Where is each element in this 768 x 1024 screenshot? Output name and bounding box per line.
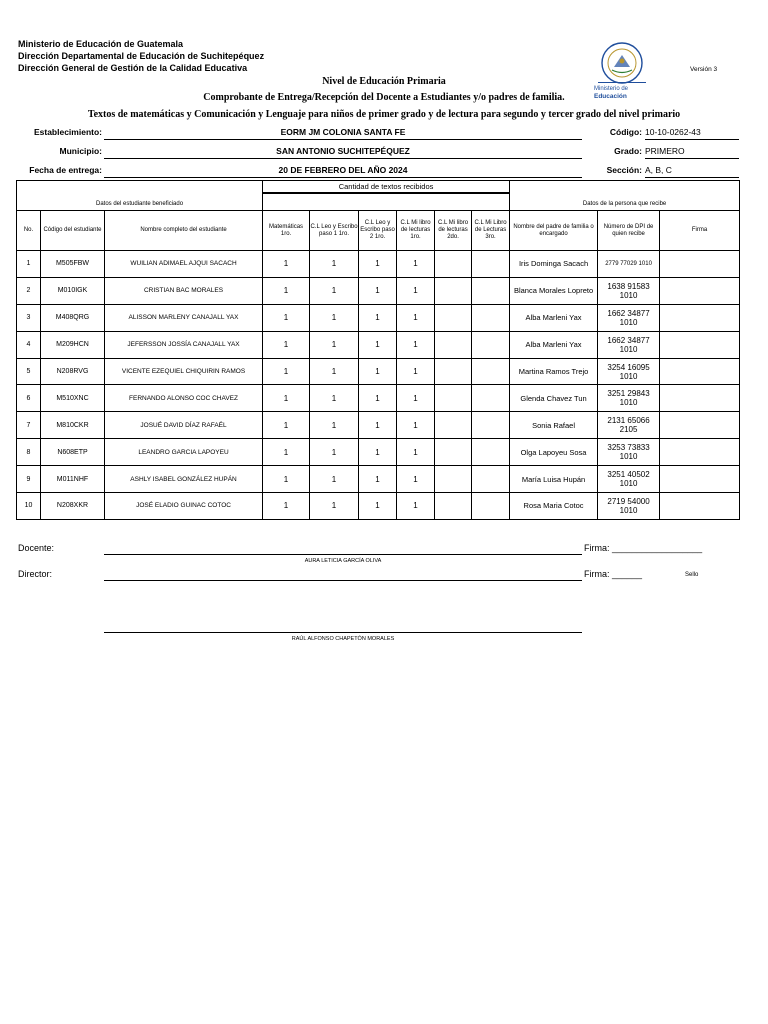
municipio-value: SAN ANTONIO SUCHITEPÉQUEZ (104, 146, 582, 159)
cell-padre: Glenda Chavez Tun (510, 385, 598, 412)
col-lecturas-3ro: C.L Mi Libro de Lecturas 3ro. (472, 211, 510, 251)
cell-padre: Blanca Morales Lopreto (510, 277, 598, 304)
cell-lect3 (472, 304, 510, 331)
establecimiento-value: EORM JM COLONIA SANTA FE (104, 127, 582, 140)
cell-padre: Alba Marleni Yax (510, 304, 598, 331)
logo-caption-1: Ministerio de (594, 86, 629, 92)
codigo-value: 10-10-0262-43 (645, 127, 739, 140)
cell-dpi: 3254 16095 1010 (598, 358, 660, 385)
cell-dpi: 1638 91583 1010 (598, 277, 660, 304)
logo-caption-2: Educación (594, 93, 627, 100)
cell-lect2 (435, 466, 472, 493)
delivery-table (16, 180, 740, 520)
cell-mat: 1 (263, 439, 310, 466)
cell-dpi: 3253 73833 1010 (598, 439, 660, 466)
cell-mat: 1 (263, 466, 310, 493)
cell-lect3 (472, 385, 510, 412)
group-receiver-header: Datos de la persona que recibe (510, 181, 740, 211)
cell-nombre: ALISSON MARLENY CANAJALL YAX (105, 304, 263, 331)
docente-label: Docente: (18, 543, 55, 553)
cell-leo1: 1 (310, 277, 359, 304)
col-dpi: Número de DPI de quien recibe (598, 211, 660, 251)
cell-nombre: ASHLY ISABEL GONZÁLEZ HUPÁN (105, 466, 263, 493)
cell-nombre: JEFERSSON JOSSÍA CANAJALL YAX (105, 331, 263, 358)
cell-firma (660, 358, 740, 385)
version-label: Versión 3 (690, 66, 718, 73)
cell-leo1: 1 (310, 466, 359, 493)
col-matematicas: Matemáticas 1ro. (263, 211, 310, 251)
director-firma: Firma: ______ (584, 569, 643, 579)
cell-dpi: 1662 34877 1010 (598, 331, 660, 358)
cell-lect1: 1 (397, 304, 435, 331)
cell-codigo: N608ETP (41, 439, 105, 466)
cell-leo1: 1 (310, 493, 359, 520)
cell-padre: Sonia Rafael (510, 412, 598, 439)
cell-lect1: 1 (397, 412, 435, 439)
cell-leo2: 1 (359, 331, 397, 358)
cell-leo2: 1 (359, 466, 397, 493)
cell-padre: Olga Lapoyeu Sosa (510, 439, 598, 466)
cell-lect2 (435, 331, 472, 358)
col-leo-paso2: C.L Leo y Escribo paso 2 1ro. (359, 211, 397, 251)
table-row (17, 493, 740, 520)
cell-leo2: 1 (359, 439, 397, 466)
cell-padre: Iris Dominga Sacach (510, 251, 598, 278)
header-ministry: Ministerio de Educación de Guatemala (18, 39, 184, 49)
cell-mat: 1 (263, 385, 310, 412)
cell-padre: Alba Marleni Yax (510, 331, 598, 358)
cell-leo2: 1 (359, 358, 397, 385)
cell-dpi: 2131 65066 2105 (598, 412, 660, 439)
cell-lect1: 1 (397, 331, 435, 358)
cell-leo2: 1 (359, 251, 397, 278)
title-texts: Textos de matemáticas y Comunicación y Lenguaje para niños de primer grado y de lectura para segundo y tercer grado del nivel primario (87, 109, 681, 120)
table-row (17, 358, 740, 385)
cell-nombre: CRISTIAN BAC MORALES (105, 277, 263, 304)
cell-no: 2 (17, 277, 41, 304)
docente-firma: Firma: __________________ (584, 543, 703, 553)
cell-padre: Rosa Maria Cotoc (510, 493, 598, 520)
cell-nombre: JOSÉ ELADIO GUINAC COTOC (105, 493, 263, 520)
cell-padre: Martina Ramos Trejo (510, 358, 598, 385)
cell-lect2 (435, 251, 472, 278)
cell-lect3 (472, 331, 510, 358)
cell-leo2: 1 (359, 412, 397, 439)
cell-lect3 (472, 412, 510, 439)
cell-no: 3 (17, 304, 41, 331)
cell-no: 8 (17, 439, 41, 466)
table-row (17, 439, 740, 466)
cell-lect2 (435, 304, 472, 331)
cell-firma (660, 304, 740, 331)
cell-nombre: JOSUÉ DAVID DÍAZ RAFAÉL (105, 412, 263, 439)
cell-mat: 1 (263, 493, 310, 520)
cell-leo1: 1 (310, 251, 359, 278)
cell-leo2: 1 (359, 304, 397, 331)
group-texts-header: Cantidad de textos recibidos (263, 181, 510, 193)
cell-nombre: FERNANDO ALONSO COC CHAVEZ (105, 385, 263, 412)
docente-name: AURA LETICIA GARCÍA OLIVA (304, 558, 382, 564)
cell-codigo: M011NHF (41, 466, 105, 493)
group-student-header: Datos del estudiante beneficiado (17, 181, 263, 211)
cell-no: 6 (17, 385, 41, 412)
col-codigo: Código del estudiante (41, 211, 105, 251)
cell-nombre: WUILIAN ADIMAEL AJQUI SACACH (105, 251, 263, 278)
cell-dpi: 1662 34877 1010 (598, 304, 660, 331)
cell-leo2: 1 (359, 493, 397, 520)
grado-label: Grado: (614, 146, 642, 156)
cell-no: 5 (17, 358, 41, 385)
table-row (17, 304, 740, 331)
cell-leo1: 1 (310, 412, 359, 439)
cell-firma (660, 251, 740, 278)
table-row (17, 277, 740, 304)
cell-leo1: 1 (310, 304, 359, 331)
cell-lect2 (435, 439, 472, 466)
sello-label: Sello (685, 572, 699, 578)
col-no: No. (17, 211, 41, 251)
cell-dpi: 3251 40502 1010 (598, 466, 660, 493)
cell-leo1: 1 (310, 358, 359, 385)
cell-lect3 (472, 466, 510, 493)
table-row (17, 466, 740, 493)
header-departmental: Dirección Departamental de Educación de Suchitepéquez (18, 51, 265, 61)
cell-lect1: 1 (397, 466, 435, 493)
col-lecturas-2do: C.L Mi libro de lecturas 2do. (435, 211, 472, 251)
cell-lect3 (472, 277, 510, 304)
cell-mat: 1 (263, 412, 310, 439)
cell-lect1: 1 (397, 251, 435, 278)
cell-dpi: 2779 77029 1010 (598, 251, 660, 278)
cell-mat: 1 (263, 277, 310, 304)
cell-codigo: N208RVG (41, 358, 105, 385)
establecimiento-label: Establecimiento: (33, 127, 102, 137)
cell-padre: María Luisa Hupán (510, 466, 598, 493)
cell-leo1: 1 (310, 439, 359, 466)
col-firma: Firma (660, 211, 740, 251)
cell-firma (660, 493, 740, 520)
header-general: Dirección General de Gestión de la Calidad Educativa (18, 63, 248, 73)
municipio-label: Municipio: (59, 146, 102, 156)
director-label: Director: (18, 569, 53, 579)
director-name-line (104, 632, 582, 633)
grado-value: PRIMERO (645, 146, 739, 159)
cell-codigo: M408QRG (41, 304, 105, 331)
director-line (104, 580, 582, 581)
cell-lect3 (472, 358, 510, 385)
cell-lect2 (435, 385, 472, 412)
cell-leo1: 1 (310, 331, 359, 358)
cell-codigo: M209HCN (41, 331, 105, 358)
cell-codigo: M810CKR (41, 412, 105, 439)
cell-lect2 (435, 277, 472, 304)
cell-mat: 1 (263, 304, 310, 331)
cell-codigo: M505FBW (41, 251, 105, 278)
cell-no: 10 (17, 493, 41, 520)
title-receipt: Comprobante de Entrega/Recepción del Docente a Estudiantes y/o padres de familia. (203, 92, 565, 103)
cell-leo2: 1 (359, 385, 397, 412)
cell-mat: 1 (263, 251, 310, 278)
cell-firma (660, 412, 740, 439)
cell-lect3 (472, 251, 510, 278)
cell-leo1: 1 (310, 385, 359, 412)
cell-mat: 1 (263, 358, 310, 385)
cell-firma (660, 439, 740, 466)
cell-codigo: N208XKR (41, 493, 105, 520)
fecha-label: Fecha de entrega: (29, 165, 102, 175)
cell-lect1: 1 (397, 358, 435, 385)
docente-line (104, 554, 582, 555)
cell-firma (660, 331, 740, 358)
table-row (17, 385, 740, 412)
cell-lect3 (472, 439, 510, 466)
cell-lect1: 1 (397, 277, 435, 304)
cell-firma (660, 385, 740, 412)
codigo-label: Código: (609, 127, 642, 137)
cell-lect1: 1 (397, 493, 435, 520)
cell-no: 4 (17, 331, 41, 358)
seccion-label: Sección: (606, 165, 642, 175)
cell-dpi: 2719 54000 1010 (598, 493, 660, 520)
cell-leo2: 1 (359, 277, 397, 304)
cell-firma (660, 277, 740, 304)
cell-nombre: VICENTE EZEQUIEL CHIQUIRIN RAMOS (105, 358, 263, 385)
director-name: RAÚL ALFONSO CHAPETÓN MORALES (291, 636, 395, 642)
cell-mat: 1 (263, 331, 310, 358)
cell-nombre: LEANDRO GARCIA LAPOYEU (105, 439, 263, 466)
cell-codigo: M010IGK (41, 277, 105, 304)
cell-no: 9 (17, 466, 41, 493)
title-level: Nivel de Educación Primaria (322, 76, 446, 87)
table-row (17, 412, 740, 439)
table-row (17, 251, 740, 278)
cell-firma (660, 466, 740, 493)
col-lecturas-1ro: C.L Mi libro de lecturas 1ro. (397, 211, 435, 251)
cell-lect3 (472, 493, 510, 520)
cell-lect2 (435, 493, 472, 520)
cell-lect2 (435, 412, 472, 439)
col-padre: Nombre del padre de familia o encargado (510, 211, 598, 251)
col-nombre: Nombre completo del estudiante (105, 211, 263, 251)
cell-codigo: M510XNC (41, 385, 105, 412)
table-row (17, 331, 740, 358)
fecha-value: 20 DE FEBRERO DEL AÑO 2024 (104, 165, 582, 178)
cell-no: 1 (17, 251, 41, 278)
cell-no: 7 (17, 412, 41, 439)
cell-lect1: 1 (397, 439, 435, 466)
cell-lect2 (435, 358, 472, 385)
cell-lect1: 1 (397, 385, 435, 412)
col-leo-paso1: C.L Leo y Escribo paso 1 1ro. (310, 211, 359, 251)
seccion-value: A, B, C (645, 165, 739, 178)
cell-dpi: 3251 29843 1010 (598, 385, 660, 412)
